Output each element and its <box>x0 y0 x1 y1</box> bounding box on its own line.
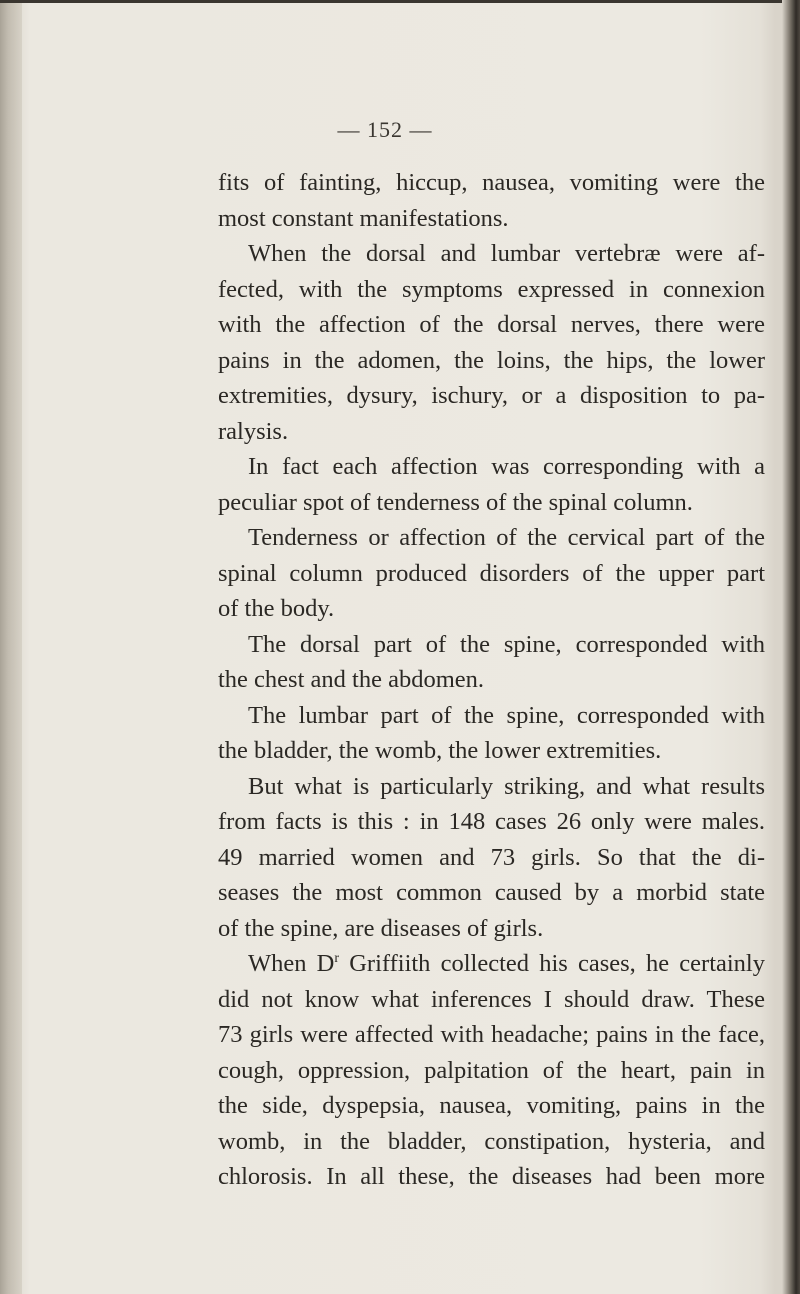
page-edge-shadow <box>782 0 800 1294</box>
paragraph <box>218 449 765 520</box>
text-line: womb, in the bladder, constipation, hysteria, and <box>218 1127 765 1155</box>
page-number: — 152 — <box>337 117 433 142</box>
text-line: from facts is this : in 148 cases 26 only were males. <box>218 808 765 835</box>
text-line: But what is particularly striking, and what results <box>248 772 765 800</box>
text-line: The dorsal part of the spine, corresponded with <box>248 630 765 658</box>
text-line: of the body. <box>218 595 335 622</box>
text-line: The lumbar part of the spine, corresponded with <box>248 701 765 729</box>
text-line: When $D^r$ Griffiith collected his cases, he certainly <box>248 950 765 977</box>
paragraph <box>218 627 765 698</box>
text-line: cough, oppression, palpitation of the heart, pain in <box>218 1056 765 1084</box>
text-line: spinal column produced disorders of the upper part <box>218 559 765 587</box>
text-line: 73 girls were affected with headache; pains in the face, <box>218 1021 765 1048</box>
text-line: extremities, dysury, ischury, or a disposition to pa- <box>218 382 765 409</box>
text-line: peculiar spot of tenderness of the spinal column. <box>218 488 693 516</box>
text-line: 49 married women and 73 girls. So that the di- <box>218 843 765 871</box>
text-line: fected, with the symptoms expressed in connexion <box>218 275 765 303</box>
text-line: the side, dyspepsia, nausea, vomiting, pains in the <box>218 1092 765 1119</box>
paragraph <box>218 769 765 947</box>
paragraph <box>218 165 765 236</box>
paragraph <box>218 520 765 627</box>
text-line: most constant manifestations. <box>218 204 509 232</box>
paragraph <box>218 946 765 1195</box>
text-line: When the dorsal and lumbar vertebræ were af- <box>248 240 765 267</box>
paragraph <box>218 236 765 449</box>
text-line: the bladder, the womb, the lower extremities. <box>218 737 662 764</box>
text-line: seases the most common caused by a morbid state <box>218 879 765 906</box>
text-line: with the affection of the dorsal nerves, there were <box>218 311 765 338</box>
paragraph <box>218 698 765 769</box>
superscript: r <box>334 951 340 966</box>
text-line: fits of fainting, hiccup, nausea, vomiting were the <box>218 169 765 196</box>
text-line: did not know what inferences I should draw. These <box>218 985 765 1013</box>
top-edge-line <box>0 0 782 3</box>
body-text <box>218 165 765 1195</box>
text-line: ralysis. <box>218 417 289 445</box>
text-line: pains in the adomen, the loins, the hips, the lower <box>218 346 765 374</box>
text-line: chlorosis. In all these, the diseases had been more <box>218 1163 765 1190</box>
text-line: of the spine, are diseases of girls. <box>218 914 544 942</box>
text-line: Tenderness or affection of the cervical part of the <box>248 524 765 551</box>
text-line: In fact each affection was corresponding with a <box>248 453 765 480</box>
page-gutter-shadow <box>0 0 22 1294</box>
text-line: the chest and the abdomen. <box>218 666 485 693</box>
